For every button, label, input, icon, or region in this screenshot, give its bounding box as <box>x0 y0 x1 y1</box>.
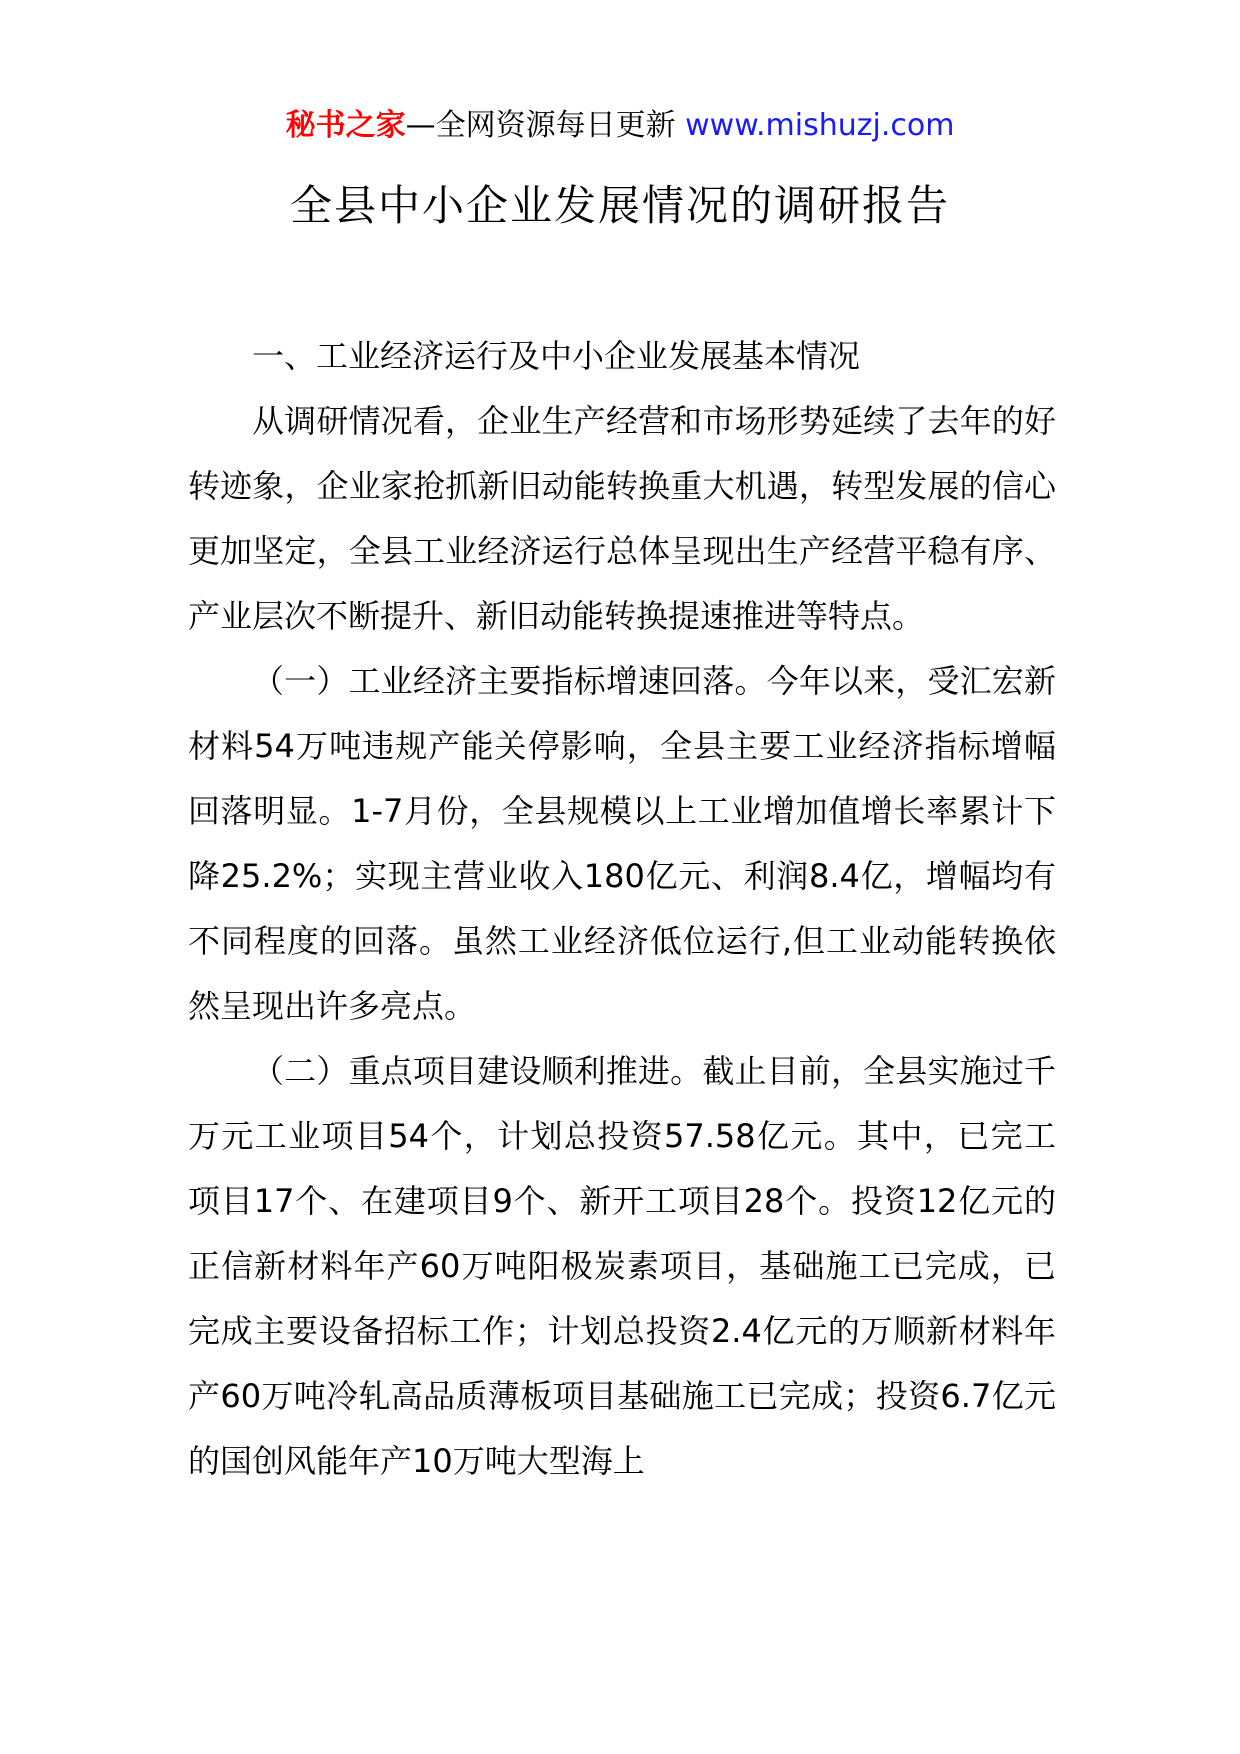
paragraph: （一）工业经济主要指标增速回落。今年以来，受汇宏新材料54万吨违规产能关停影响，全县主要工业经济指标增幅回落明显。1-7月份，全县规模以上工业增加值增长率累计下降25.2%；实现主营业收入180亿元、利润8.4亿，增幅均有不同程度的回落。虽然工业经济低位运行,但工业动能转换依然呈现出许多亮点。 <box>188 662 1056 1025</box>
brand-name: 秘书之家 <box>285 108 406 143</box>
paragraph: （二）重点项目建设顺利推进。截止目前，全县实施过千万元工业项目54个，计划总投资57.58亿元。其中，已完工项目17个、在建项目9个、新开工项目28个。投资12亿元的正信新材料年产60万吨阳极炭素项目，基础施工已完成，已完成主要设备招标工作；计划总投资2.4亿元的万顺新材料年产60万吨冷轧高品质薄板项目基础施工已完成；投资6.7亿元的国创风能年产10万吨大型海上 <box>188 1052 1056 1480</box>
document-title: 全县中小企业发展情况的调研报告 <box>289 181 950 230</box>
banner-tagline: —全网资源每日更新 <box>405 108 686 143</box>
document-body <box>188 324 1056 1494</box>
site-banner <box>0 104 1240 148</box>
site-link[interactable]: www.mishuzj.com <box>685 108 955 143</box>
paragraph: 从调研情况看，企业生产经营和市场形势延续了去年的好转迹象，企业家抢抓新旧动能转换重大机遇，转型发展的信心更加坚定，全县工业经济运行总体呈现出生产经营平稳有序、产业层次不断提升、新旧动能转换提速推进等特点。 <box>188 402 1056 635</box>
section-heading: 一、工业经济运行及中小企业发展基本情况 <box>252 337 861 375</box>
